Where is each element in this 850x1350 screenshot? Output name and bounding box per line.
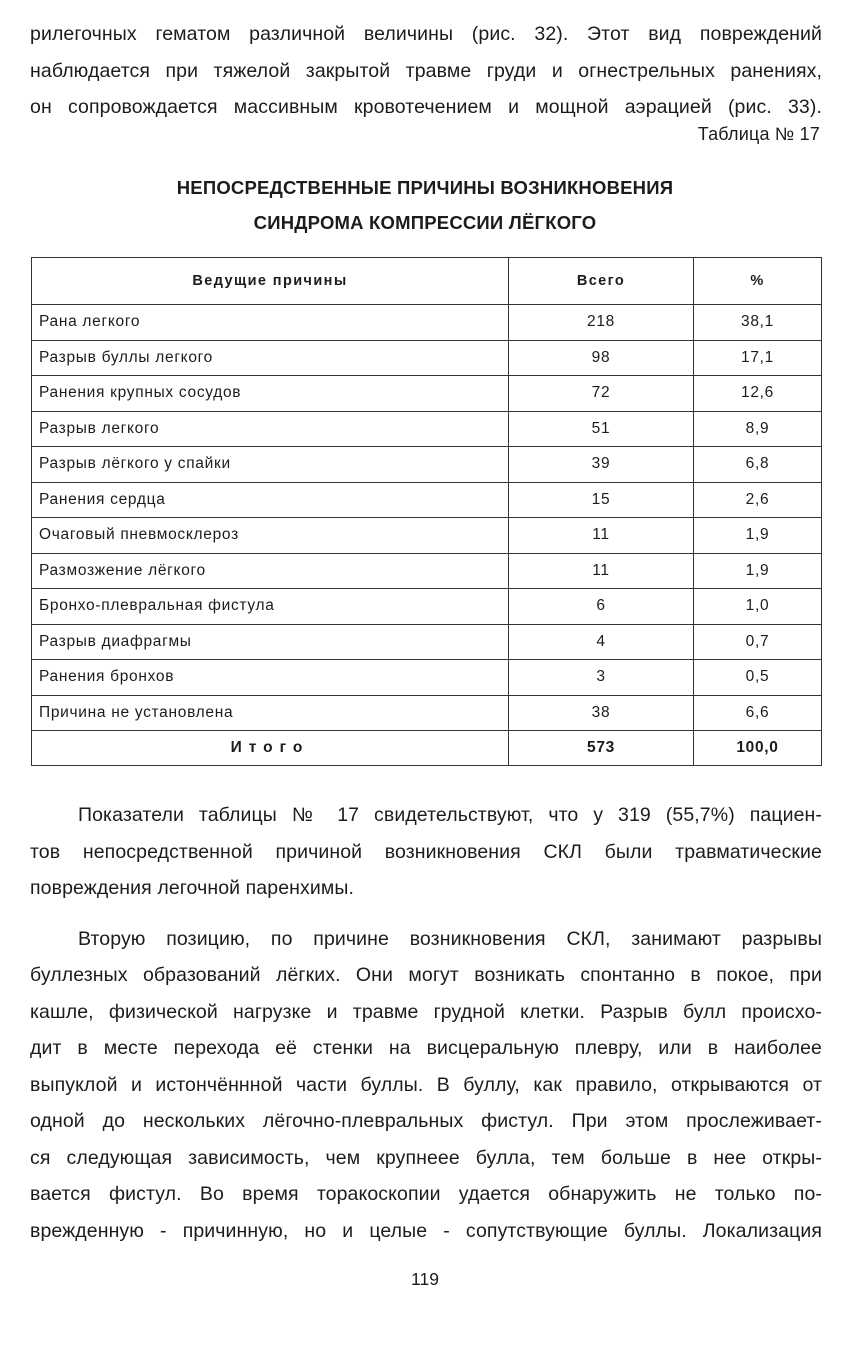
percent-cell: 6,8 bbox=[694, 447, 822, 483]
table-row bbox=[32, 589, 822, 625]
column-header-cause: Ведущие причины bbox=[32, 258, 509, 305]
table-row bbox=[32, 411, 822, 447]
count-cell: 51 bbox=[509, 411, 694, 447]
percent-cell: 0,7 bbox=[694, 624, 822, 660]
percent-cell: 0,5 bbox=[694, 660, 822, 696]
table-title bbox=[0, 170, 850, 240]
table-body bbox=[32, 305, 822, 731]
cause-cell: Размозжение лёгкого bbox=[32, 553, 509, 589]
text-line: вается фистул. Во время торакоскопии удается обнаружить не только по- bbox=[30, 1183, 822, 1205]
table-total-row bbox=[32, 731, 822, 766]
cause-cell: Ранения крупных сосудов bbox=[32, 376, 509, 412]
total-count: 573 bbox=[509, 731, 694, 766]
text-line: наблюдается при тяжелой закрытой травме груди и огнестрельных ранениях, bbox=[30, 59, 822, 82]
text-line: тов непосредственной причиной возникновения СКЛ были травматические bbox=[30, 840, 822, 863]
table-row bbox=[32, 305, 822, 341]
text-line: Показатели таблицы № 17 свидетельствуют, что у 319 (55,7%) пациен- bbox=[78, 804, 822, 826]
intro-paragraph bbox=[30, 16, 822, 126]
table-row bbox=[32, 447, 822, 483]
cause-cell: Разрыв лёгкого у спайки bbox=[32, 447, 509, 483]
paragraph-2 bbox=[30, 921, 822, 1250]
column-header-percent: % bbox=[694, 258, 822, 305]
text-line: выпуклой и истончённной части буллы. В буллу, как правило, открываются от bbox=[30, 1073, 822, 1096]
percent-cell: 17,1 bbox=[694, 340, 822, 376]
text-line: рилегочных гематом различной величины (рис. 32). Этот вид повреждений bbox=[30, 23, 822, 45]
body-text bbox=[30, 797, 822, 1249]
percent-cell: 12,6 bbox=[694, 376, 822, 412]
text-line: он сопровождается массивным кровотечением и мощной аэрацией (рис. 33). bbox=[30, 96, 822, 118]
table-header-row bbox=[32, 258, 822, 305]
count-cell: 6 bbox=[509, 589, 694, 625]
cause-cell: Бронхо-плевральная фистула bbox=[32, 589, 509, 625]
total-label: Итого bbox=[32, 731, 509, 766]
count-cell: 4 bbox=[509, 624, 694, 660]
table-row bbox=[32, 624, 822, 660]
text-line: дит в месте перехода её стенки на висцеральную плевру, или в наиболее bbox=[30, 1037, 822, 1059]
text-line: ся следующая зависимость, чем крупнеее булла, тем больше в нее откры- bbox=[30, 1146, 822, 1169]
paragraph-1 bbox=[30, 797, 822, 907]
count-cell: 15 bbox=[509, 482, 694, 518]
cause-cell: Разрыв диафрагмы bbox=[32, 624, 509, 660]
count-cell: 11 bbox=[509, 553, 694, 589]
cause-cell: Ранения бронхов bbox=[32, 660, 509, 696]
count-cell: 3 bbox=[509, 660, 694, 696]
count-cell: 38 bbox=[509, 695, 694, 731]
text-line: буллезных образований лёгких. Они могут возникать спонтанно в покое, при bbox=[30, 964, 822, 986]
table-row bbox=[32, 518, 822, 554]
cause-cell: Разрыв буллы легкого bbox=[32, 340, 509, 376]
percent-cell: 1,0 bbox=[694, 589, 822, 625]
percent-cell: 1,9 bbox=[694, 518, 822, 554]
title-line: СИНДРОМА КОМПРЕССИИ ЛЁГКОГО bbox=[253, 212, 597, 233]
table-row bbox=[32, 660, 822, 696]
total-percent: 100,0 bbox=[694, 731, 822, 766]
count-cell: 218 bbox=[509, 305, 694, 341]
text-line: Вторую позицию, по причине возникновения СКЛ, занимают разрывы bbox=[78, 927, 822, 950]
text-line: врежденную - причинную, но и целые - сопутствующие буллы. Локализация bbox=[30, 1219, 822, 1242]
text-line: повреждения легочной паренхимы. bbox=[30, 877, 354, 899]
page-number: 119 bbox=[411, 1269, 439, 1289]
text-line: одной до нескольких лёгочно-плевральных фистул. При этом прослеживает- bbox=[30, 1110, 822, 1132]
causes-table bbox=[31, 257, 822, 766]
table-row bbox=[32, 553, 822, 589]
table-row bbox=[32, 695, 822, 731]
cause-cell: Ранения сердца bbox=[32, 482, 509, 518]
count-cell: 98 bbox=[509, 340, 694, 376]
table-number: Таблица № 17 bbox=[697, 124, 820, 144]
title-line: НЕПОСРЕДСТВЕННЫЕ ПРИЧИНЫ ВОЗНИКНОВЕНИЯ bbox=[176, 177, 674, 198]
percent-cell: 1,9 bbox=[694, 553, 822, 589]
percent-cell: 8,9 bbox=[694, 411, 822, 447]
table-row bbox=[32, 482, 822, 518]
table-row bbox=[32, 340, 822, 376]
percent-cell: 2,6 bbox=[694, 482, 822, 518]
column-header-total: Всего bbox=[509, 258, 694, 305]
text-line: кашле, физической нагрузке и травме грудной клетки. Разрыв булл происхо- bbox=[30, 1000, 822, 1023]
cause-cell: Причина не установлена bbox=[32, 695, 509, 731]
percent-cell: 38,1 bbox=[694, 305, 822, 341]
cause-cell: Разрыв легкого bbox=[32, 411, 509, 447]
cause-cell: Рана легкого bbox=[32, 305, 509, 341]
count-cell: 11 bbox=[509, 518, 694, 554]
cause-cell: Очаговый пневмосклероз bbox=[32, 518, 509, 554]
table-row bbox=[32, 376, 822, 412]
count-cell: 39 bbox=[509, 447, 694, 483]
count-cell: 72 bbox=[509, 376, 694, 412]
percent-cell: 6,6 bbox=[694, 695, 822, 731]
